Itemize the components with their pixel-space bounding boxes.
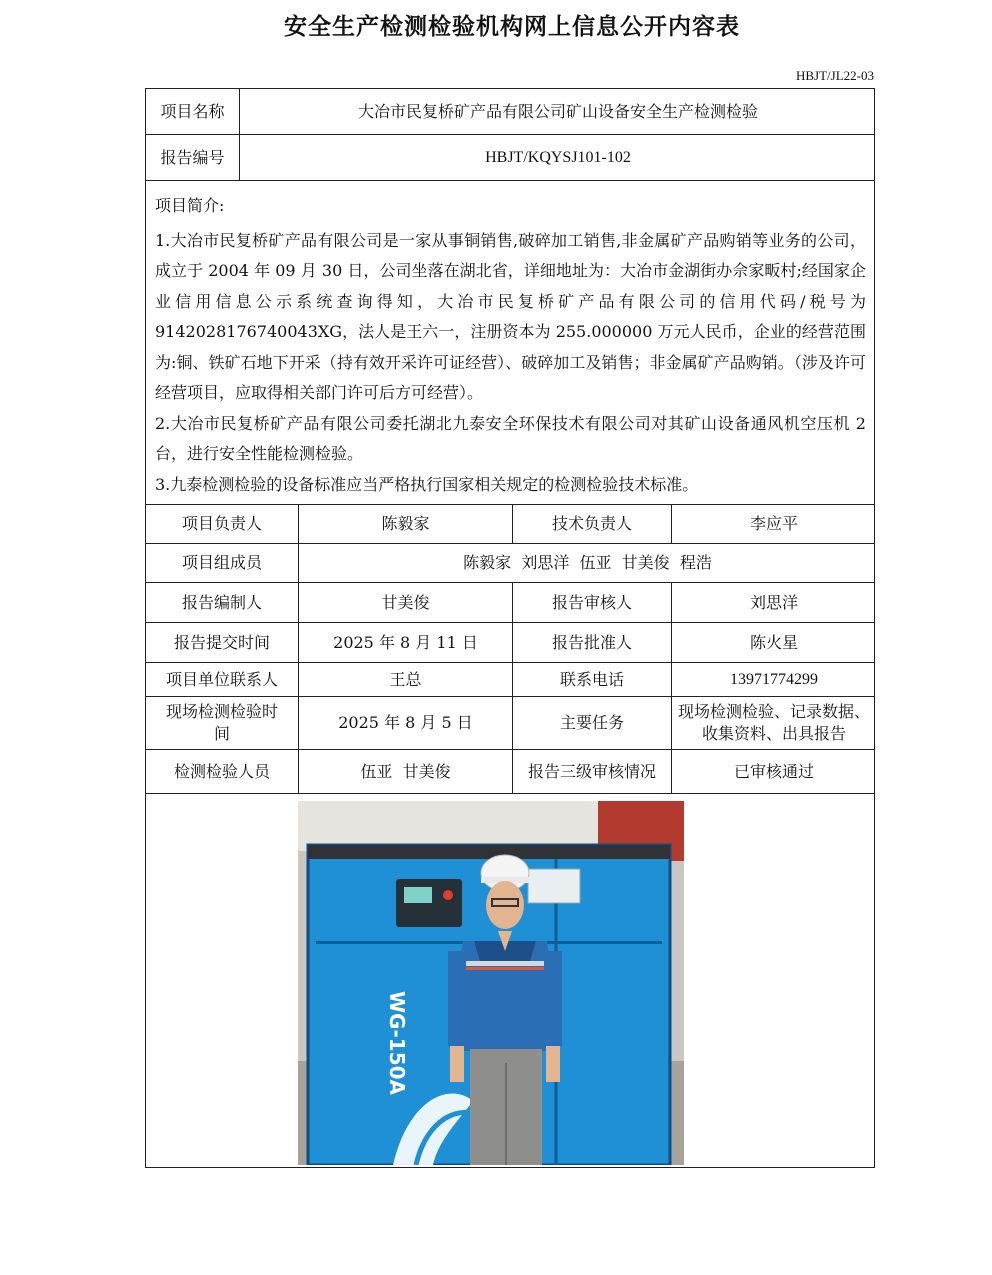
inspection-date-value: 2025 年 8 月 5 日 — [298, 697, 512, 749]
report-no-label: 报告编号 — [160, 147, 225, 167]
report-no-value: HBJT/KQYSJ101-102 — [239, 135, 876, 180]
submit-date-value: 2025 年 8 月 11 日 — [298, 623, 512, 662]
inspection-date-label: 现场检测检验时间 — [165, 702, 278, 743]
project-leader-value: 陈毅家 — [298, 505, 512, 543]
inspectors-value: 伍亚 甘美俊 — [298, 750, 512, 793]
info-table — [145, 88, 875, 1168]
main-task-label: 主要任务 — [512, 697, 671, 749]
intro-heading: 项目简介: — [155, 196, 225, 215]
tech-leader-label: 技术负责人 — [512, 505, 671, 543]
intro-paragraph-1: 1.大冶市民复桥矿产品有限公司是一家从事铜销售,破碎加工销售,非金属矿产品购销等业务的公司，成立于 2004 年 09 月 30 日，公司坐落在湖北省，详细地址为：大冶市金湖街办佘家畈村;经国家企业信用信息公示系统查询得知，大冶市民复桥矿产品有限公司的信用代码/税号为 9142028176740043XG，法人是王六一，注册资本为 255.000000 万元人民币，企业的经营范围为:铜、铁矿石地下开采（持有效开采许可证经营）、破碎加工及销售；非金属矿产品购销。（涉及许可经营项目，应取得相关部门许可后方可经营）。 — [155, 230, 866, 402]
table-row — [146, 505, 874, 544]
review-status-label: 报告三级审核情况 — [512, 750, 671, 793]
inspectors-label: 检测检验人员 — [173, 761, 270, 781]
project-name-value: 大冶市民复桥矿产品有限公司矿山设备安全生产检测检验 — [239, 89, 876, 134]
report-reviewer-label: 报告审核人 — [512, 583, 671, 622]
review-status-value: 已审核通过 — [671, 750, 876, 793]
machine-model-text: WG-150A — [385, 991, 409, 1096]
project-name-row — [146, 89, 874, 135]
tech-leader-value: 李应平 — [671, 505, 876, 543]
table-row — [146, 750, 874, 794]
approver-value: 陈火星 — [671, 623, 876, 662]
contact-value: 王总 — [298, 663, 512, 696]
table-row — [146, 697, 874, 750]
submit-date-label: 报告提交时间 — [173, 632, 270, 652]
document-number: HBJT/JL22-03 — [796, 68, 874, 83]
report-author-label: 报告编制人 — [181, 592, 262, 612]
phone-label: 联系电话 — [512, 663, 671, 696]
page-title: 安全生产检测检验机构网上信息公开内容表 — [284, 14, 740, 40]
phone-value: 13971774299 — [671, 663, 876, 696]
contact-label: 项目单位联系人 — [165, 669, 278, 689]
approver-label: 报告批准人 — [512, 623, 671, 662]
report-no-row — [146, 135, 874, 181]
table-row — [146, 623, 874, 663]
site-photo — [298, 801, 684, 1165]
project-name-label: 项目名称 — [160, 101, 225, 121]
team-members-value: 陈毅家 刘思洋 伍亚 甘美俊 程浩 — [298, 544, 876, 582]
table-row — [146, 544, 874, 583]
report-author-value: 甘美俊 — [298, 583, 512, 622]
main-task-value: 现场检测检验、记录数据、收集资料、出具报告 — [671, 697, 876, 749]
intro-paragraph-2: 2.大冶市民复桥矿产品有限公司委托湖北九泰安全环保技术有限公司对其矿山设备通风机空压机 2 台，进行安全性能检测检验。 — [155, 413, 866, 463]
project-intro — [146, 181, 874, 505]
site-photo-illustration — [298, 801, 684, 1165]
project-leader-label: 项目负责人 — [181, 514, 262, 533]
intro-paragraph-3: 3.九泰检测检验的设备标准应当严格执行国家相关规定的检测检验技术标准。 — [155, 474, 699, 494]
team-members-label: 项目组成员 — [181, 553, 262, 572]
table-row — [146, 583, 874, 623]
table-row — [146, 663, 874, 697]
report-reviewer-value: 刘思洋 — [671, 583, 876, 622]
